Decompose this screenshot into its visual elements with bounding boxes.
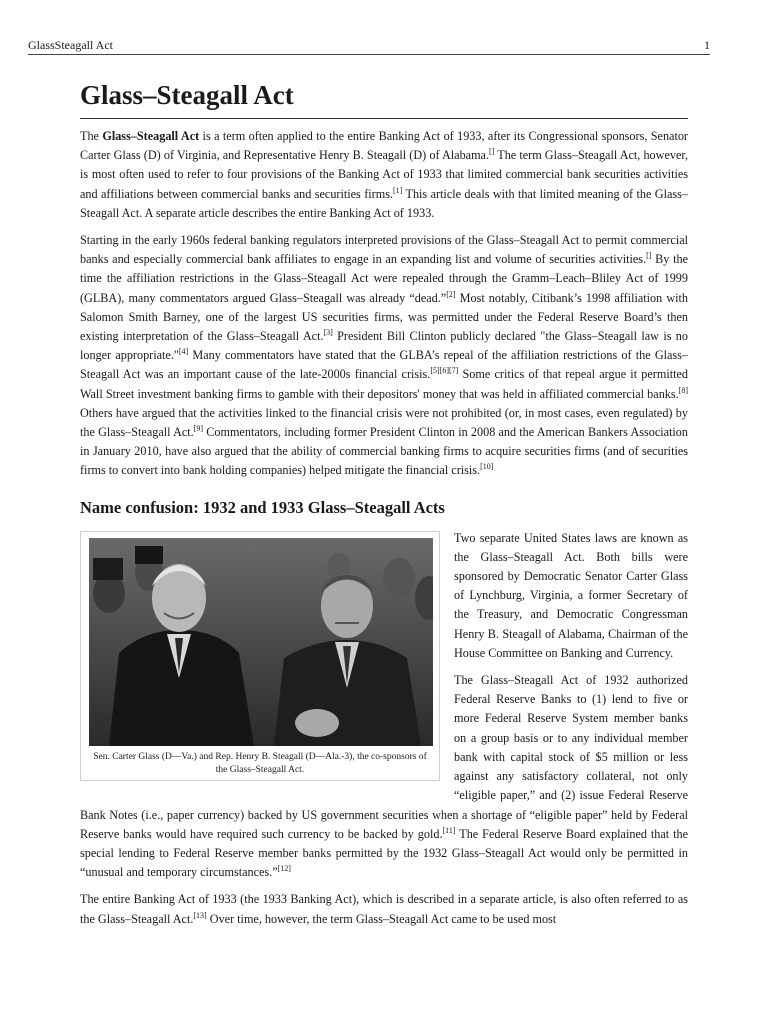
text-run: Some critics of that repeal argue it permitted Wall Street investment banking firms to gamble with their depositors' money that was held in affiliated commercial banks. — [80, 367, 688, 401]
text-run: Over time, however, the term Glass–Steagall Act came to be used most — [206, 911, 557, 926]
citation-link[interactable]: [12] — [277, 864, 291, 874]
intro-paragraph — [80, 127, 688, 223]
figure-caption: Sen. Carter Glass (D—Va.) and Rep. Henry B. Steagall (D—Ala.-3), the co-sponsors of the Glass–Steagall Act. — [93, 751, 427, 775]
text-run: The — [80, 129, 103, 143]
citation-link[interactable]: [2] — [446, 289, 456, 299]
text-run: The Federal Reserve Board explained that the special lending to Federal Reserve member banks permitted by the 1932 Glass–Steagall Act would only be permitted in “unusual and temporary circumstances.” — [80, 826, 689, 880]
citation-link[interactable]: [3] — [323, 328, 333, 338]
page-number: 1 — [704, 38, 710, 52]
two-laws-paragraph: Two separate United States laws are known as the Glass–Steagall Act. Both bills were sponsored by Democratic Senator Carter Glass of Lynchburg, Virginia, a former Secretary of the Treasury, and Democratic Congressman Henry B. Steagall of Alabama, Chairman of the House Committee on Banking and Currency. — [454, 530, 688, 660]
figure — [80, 531, 440, 781]
citation-link[interactable]: [9] — [193, 424, 204, 434]
history-paragraph — [80, 231, 688, 481]
citation-link[interactable]: [1] — [392, 185, 403, 195]
text-run: President Bill Clinton publicly declared "the Glass–Steagall law is no longer appropriate." — [80, 329, 688, 363]
citation-link[interactable]: [5][6][7] — [430, 366, 459, 376]
text-run: is a term often applied to the entire Banking Act of 1933, after its Congressional sponsors, Senator Carter Glass (D) of Virginia, and Representative Henry B. Steagall (D) of Alabama. — [80, 129, 688, 163]
text-run: The term Glass–Steagall Act, however, is most often used to refer to four provisions of the Banking Act of 1933 that limited commercial bank securities activities and affiliations between commercial banks and securities firms. — [80, 148, 688, 201]
citation-link[interactable]: [] — [489, 147, 495, 157]
text-run: By the time the affiliation restrictions in the Glass–Steagall Act were repealed through the Gramm–Leach–Bliley Act of 1999 (GLBA), many commentators argued Glass–Steagall was already “dead.” — [80, 252, 688, 305]
section-body — [80, 529, 688, 929]
banking-act-1933-paragraph — [80, 890, 688, 928]
text-run: The Glass–Steagall Act of 1932 authorized Federal Reserve Banks to (1) lend to five or more Federal Reserve System member banks on a group basis or to any individual member bank with capital stock of $5 million or less against any satisfactory collateral, not only “eligible paper,” and (2) issue Federal Reserve Bank Notes (i.e., paper currency) backed by US government securities when a shortage of “eligible paper” held by Federal Reserve banks would have required such currency to be backed by gold. — [80, 673, 688, 841]
page-title: Glass–Steagall Act — [80, 78, 688, 119]
text-run: Commentators, including former President Clinton in 2008 and the American Bankers Association in January 2010, have also argued that the ability of commercial banking firms to acquire securities firms (and of securities firms to convert into bank holding companies) helped mitigate the financial crisis. — [80, 425, 688, 478]
citation-link[interactable]: [4] — [178, 347, 189, 357]
text-run: The entire Banking Act of 1933 (the 1933 Banking Act), which is described in a separate article, is also often referred to as the Glass–Steagall Act. — [80, 892, 688, 926]
bold-term: Glass–Steagall Act — [102, 129, 200, 143]
citation-link[interactable]: [] — [646, 251, 652, 261]
article-body — [80, 72, 688, 937]
text-run: Starting in the early 1960s federal banking regulators interpreted provisions of the Glass–Steagall Act to permit commercial banks and especially commercial bank affiliates to engage in an expanding list and volume of securities activities. — [80, 233, 688, 267]
running-header — [28, 36, 710, 55]
section-heading: Name confusion: 1932 and 1933 Glass–Steagall Acts — [80, 497, 445, 517]
citation-link[interactable]: [11] — [442, 825, 456, 835]
citation-link[interactable]: [13] — [193, 910, 207, 920]
sponsors-photo[interactable] — [89, 538, 433, 746]
citation-link[interactable]: [10] — [480, 462, 494, 472]
running-header-title: GlassSteagall Act — [28, 38, 113, 52]
citation-link[interactable]: [8] — [678, 385, 688, 395]
text-run: Others have argued that the activities linked to the financial crisis were not prohibited (or, in most cases, even regulated) by the Glass–Steagall Act. — [80, 405, 688, 440]
text-run: Most notably, Citibank’s 1998 affiliation with Salomon Smith Barney, one of the largest US securities firms, was permitted under the Federal Reserve Board’s then existing interpretation of the Glass–Steagall Act. — [80, 290, 688, 344]
text-run: This article deals with that limited meaning of the Glass–Steagall Act. A separate article describes the entire Banking Act of 1933. — [80, 186, 688, 220]
text-run: Many commentators have stated that the GLBA’s repeal of the affiliation restrictions of the Glass–Steagall Act was an important cause of the late-2000s financial crisis. — [80, 348, 688, 382]
